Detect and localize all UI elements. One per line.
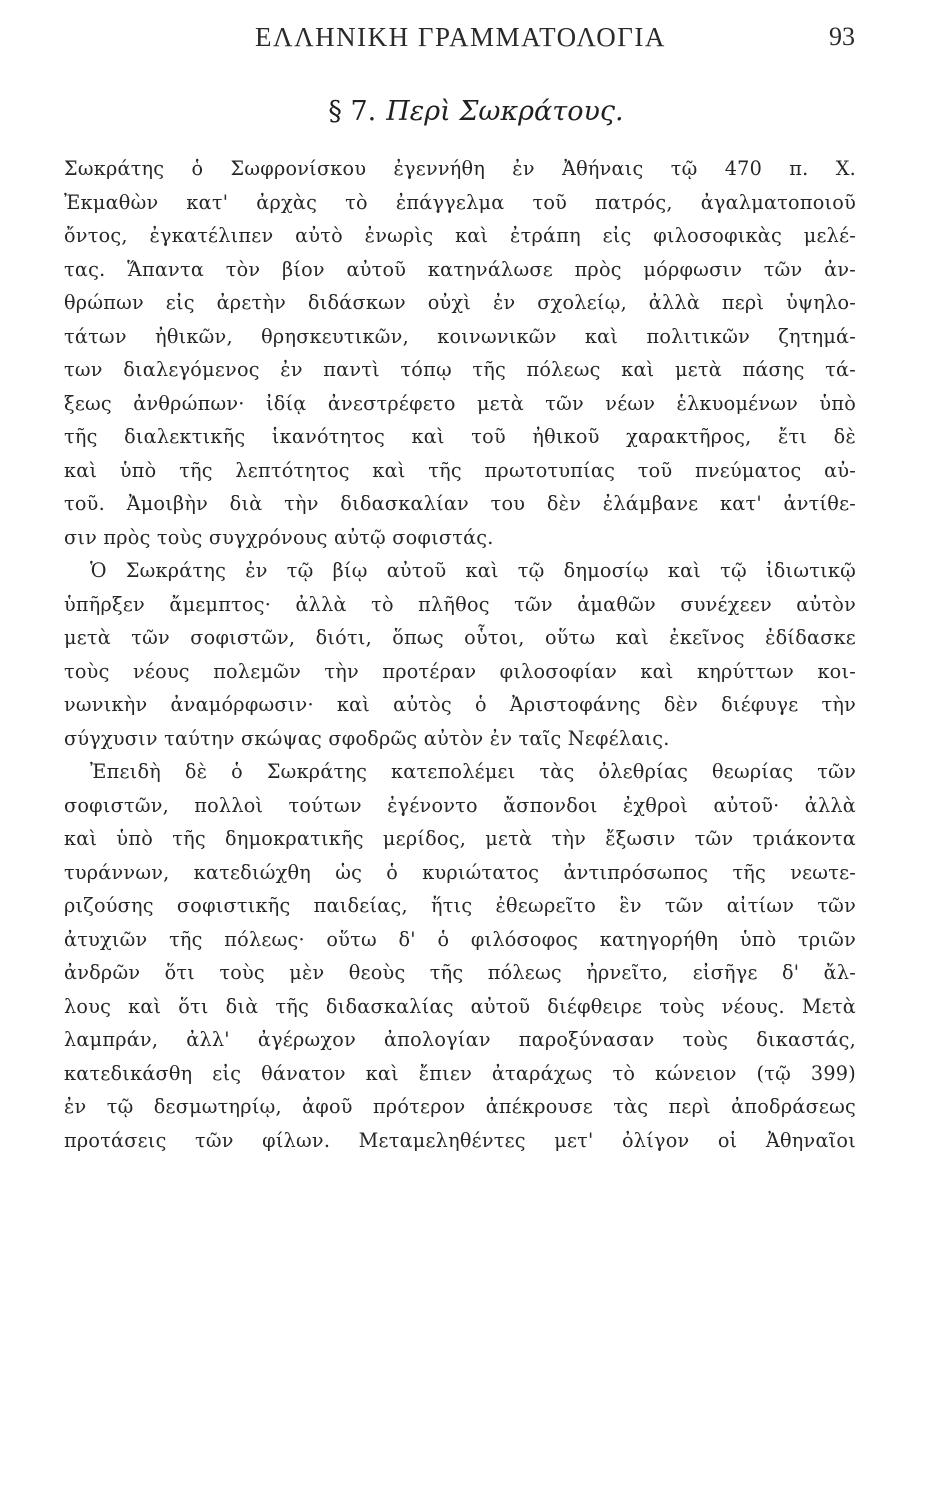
running-head bbox=[255, 22, 855, 58]
text-line: τῆς διαλεκτικῆς ἱκανότητος καὶ τοῦ ἠθικοῦ χαρακτῆρος, ἔτι δὲ bbox=[64, 425, 856, 448]
text-line: ἀνδρῶν ὅτι τοὺς μὲν θεοὺς τῆς πόλεως ἠρνεῖτο, εἰσῆγε δ' ἄλ- bbox=[64, 961, 856, 984]
text-line: λους καὶ ὅτι διὰ τῆς διδασκαλίας αὐτοῦ διέφθειρε τοὺς νέους. Μετὰ bbox=[64, 994, 856, 1018]
section-heading bbox=[0, 96, 952, 127]
text-line: Ἐκμαθὼν κατ' ἀρχὰς τὸ ἐπάγγελμα τοῦ πατρός, ἀγαλματοποιοῦ bbox=[64, 190, 856, 214]
text-line: τάτων ἠθικῶν, θρησκευτικῶν, κοινωνικῶν καὶ πολιτικῶν ζητημά- bbox=[64, 324, 856, 348]
text-line: νωνικὴν ἀναμόρφωσιν· καὶ αὐτὸς ὁ Ἀριστοφάνης δὲν διέφυγε τὴν bbox=[64, 693, 856, 716]
text-line: τας. Ἅπαντα τὸν βίον αὐτοῦ κατηνάλωσε πρὸς μόρφωσιν τῶν ἀν- bbox=[64, 257, 856, 281]
text-line: σοφιστῶν, πολλοὶ τούτων ἐγένοντο ἄσπονδοι ἐχθροὶ αὐτοῦ· ἀλλὰ bbox=[64, 793, 856, 817]
text-line: Σωκράτης ὁ Σωφρονίσκου ἐγεννήθη ἐν Ἀθήναις τῷ 470 π. Χ. bbox=[64, 157, 856, 180]
text-line: προτάσεις τῶν φίλων. Μεταμεληθέντες μετ' ὀλίγον οἱ Ἀθηναῖοι bbox=[64, 1128, 856, 1152]
text-line: κατεδικάσθη εἰς θάνατον καὶ ἔπιεν ἀταράχως τὸ κώνειον (τῷ 399) bbox=[64, 1061, 856, 1085]
text-line: Ἐπειδὴ δὲ ὁ Σωκράτης κατεπολέμει τὰς ὀλεθρίας θεωρίας τῶν bbox=[90, 760, 856, 783]
text-line: θρώπων εἰς ἀρετὴν διδάσκων οὐχὶ ἐν σχολείῳ, ἀλλὰ περὶ ὑψηλο- bbox=[64, 291, 856, 314]
text-line: ἐν τῷ δεσμωτηρίῳ, ἀφοῦ πρότερον ἀπέκρουσε τὰς περὶ ἀποδράσεως bbox=[64, 1095, 856, 1118]
text-line: σιν πρὸς τοὺς συγχρόνους αὐτῷ σοφιστάς. bbox=[64, 525, 494, 549]
text-line: ἀτυχιῶν τῆς πόλεως· οὕτω δ' ὁ φιλόσοφος κατηγορήθη ὑπὸ τριῶν bbox=[64, 927, 856, 951]
section-title: Περὶ Σωκράτους. bbox=[386, 96, 624, 127]
text-line: ξεως ἀνθρώπων· ἰδίᾳ ἀνεστρέφετο μετὰ τῶν νέων ἑλκυομένων ὑπὸ bbox=[64, 391, 856, 415]
text-line: των διαλεγόμενος ἐν παντὶ τόπῳ τῆς πόλεως καὶ μετὰ πάσης τά- bbox=[64, 358, 856, 381]
text-line: τυράννων, κατεδιώχθη ὡς ὁ κυριώτατος ἀντιπρόσωπος τῆς νεωτε- bbox=[64, 860, 856, 884]
text-line: μετὰ τῶν σοφιστῶν, διότι, ὅπως οὗτοι, οὕτω καὶ ἐκεῖνος ἐδίδασκε bbox=[64, 626, 856, 649]
text-line: λαμπράν, ἀλλ' ἀγέρωχον ἀπολογίαν παροξύνασαν τοὺς δικαστάς, bbox=[64, 1028, 856, 1051]
text-line: καὶ ὑπὸ τῆς λεπτότητος καὶ τῆς πρωτοτυπίας τοῦ πνεύματος αὐ- bbox=[64, 458, 856, 482]
text-line: τοὺς νέους πολεμῶν τὴν προτέραν φιλοσοφίαν καὶ κηρύττων κοι- bbox=[64, 659, 856, 683]
text-line: ὑπῆρξεν ἄμεμπτος· ἀλλὰ τὸ πλῆθος τῶν ἀμαθῶν συνέχεεν αὐτὸν bbox=[64, 592, 856, 616]
text-line: ριζούσης σοφιστικῆς παιδείας, ἥτις ἐθεωρεῖτο ἓν τῶν αἰτίων τῶν bbox=[64, 894, 856, 917]
text-line: Ὁ Σωκράτης ἐν τῷ βίῳ αὐτοῦ καὶ τῷ δημοσίῳ καὶ τῷ ἰδιωτικῷ bbox=[90, 559, 856, 582]
text-line: ὄντος, ἐγκατέλιπεν αὐτὸ ἐνωρὶς καὶ ἐτράπη εἰς φιλοσοφικὰς μελέ- bbox=[64, 224, 856, 247]
text-line: καὶ ὑπὸ τῆς δημοκρατικῆς μερίδος, μετὰ τὴν ἔξωσιν τῶν τριάκοντα bbox=[64, 827, 856, 850]
section-number: § 7. bbox=[328, 96, 377, 127]
text-line: τοῦ. Ἀμοιβὴν διὰ τὴν διδασκαλίαν του δὲν ἐλάμβανε κατ' ἀντίθε- bbox=[64, 492, 856, 515]
page-number: 93 bbox=[829, 22, 855, 51]
body-text bbox=[64, 152, 856, 1157]
running-title: ΕΛΛΗΝΙΚΗ ΓΡΑΜΜΑΤΟΛΟΓΙΑ bbox=[255, 22, 666, 52]
text-line: σύγχυσιν ταύτην σκώψας σφοδρῶς αὐτὸν ἐν ταῖς Νεφέλαις. bbox=[64, 726, 670, 750]
